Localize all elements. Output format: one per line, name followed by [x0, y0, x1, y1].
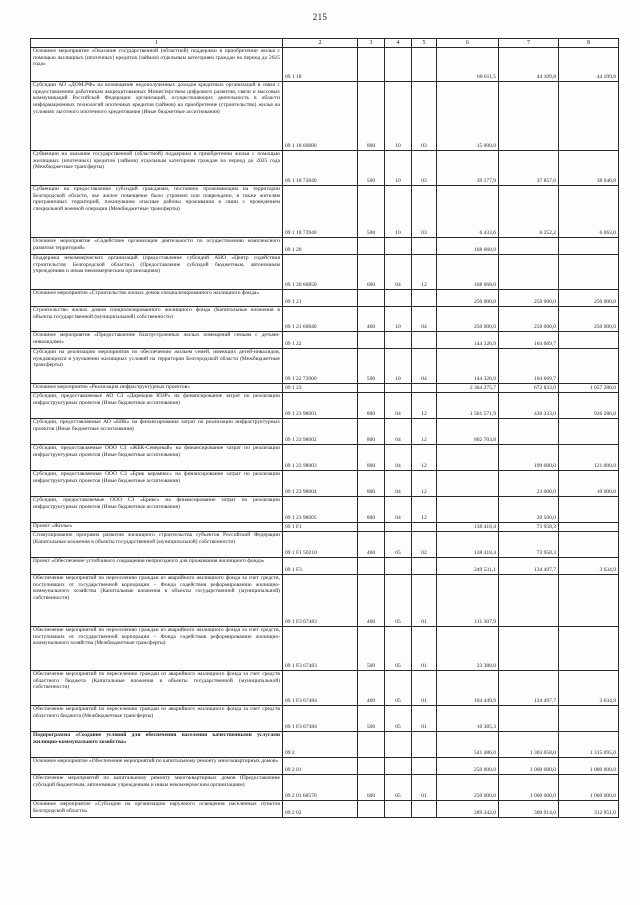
row-section: 05	[385, 706, 412, 732]
row-subsection: 12	[412, 471, 437, 497]
row-amount-year-3: 312 951,0	[559, 801, 619, 818]
row-subsection	[412, 732, 437, 758]
row-budget-code: 09 1 F3 67483	[283, 627, 358, 671]
row-section	[385, 758, 412, 775]
row-budget-code: 09 1 18	[283, 48, 358, 82]
row-budget-code: 09 2 01	[283, 758, 358, 775]
row-description: Основное мероприятие «Предоставление благоустроенных жилых помещений семьям с детьми-инвалидами»	[31, 332, 283, 349]
row-expense-type	[358, 332, 385, 349]
row-expense-type: 800	[358, 497, 385, 523]
header-col-7: 7	[499, 39, 559, 48]
row-expense-type: 800	[358, 445, 385, 471]
row-expense-type: 600	[358, 255, 385, 290]
row-section	[385, 523, 412, 532]
row-amount-year-2	[499, 82, 559, 151]
row-amount-year-3: 250 000,0	[559, 290, 619, 307]
row-amount-year-3: 250 000,0	[559, 307, 619, 332]
row-description: Субсидии, предоставляемые ООО СЗ «ЖБК-Северный» на финансирование затрат по реализации инфраструктурных проектов (Иные бюджетные ассигнования)	[31, 445, 283, 471]
row-description: Обеспечение мероприятий по капитальному ремонту многоквартирных домов (Предоставление субсидий бюджетным, автономным учреждениям и иным некоммерческим организациям)	[31, 775, 283, 801]
row-amount-year-2: 73 958,3	[499, 523, 559, 532]
row-section: 05	[385, 775, 412, 801]
row-amount-year-1: 138 418,4	[437, 532, 499, 558]
row-budget-code: 09 1 F1	[283, 523, 358, 532]
row-amount-year-3	[559, 575, 619, 627]
table-row	[31, 471, 619, 497]
row-amount-year-1: 289 342,0	[437, 801, 499, 818]
row-amount-year-1	[437, 471, 499, 497]
row-amount-year-1: 249 531,1	[437, 558, 499, 575]
row-budget-code: 09 1 18 73840	[283, 151, 358, 186]
row-expense-type: 500	[358, 186, 385, 238]
row-amount-year-2: 1 000 000,0	[499, 758, 559, 775]
row-amount-year-2: 6 252,2	[499, 186, 559, 238]
row-subsection: 12	[412, 255, 437, 290]
row-amount-year-2	[499, 627, 559, 671]
row-amount-year-2: 20 500,0	[499, 497, 559, 523]
row-subsection	[412, 384, 437, 393]
row-budget-code: 09 1 18 73940	[283, 186, 358, 238]
row-subsection	[412, 523, 437, 532]
table-row	[31, 82, 619, 151]
row-expense-type	[358, 801, 385, 818]
row-budget-code: 09 1 23	[283, 384, 358, 393]
row-subsection: 12	[412, 419, 437, 445]
row-amount-year-1: 168 068,0	[437, 255, 499, 290]
row-description: Основное мероприятие «Содействие организации деятельности по осуществлению комплексного развития территорий»	[31, 238, 283, 255]
row-description: Строительство жилых домов специализированного жилищного фонда (Капитальные вложения в объекты государственной (муниципальной) собственности)	[31, 307, 283, 332]
row-section	[385, 48, 412, 82]
row-section	[385, 238, 412, 255]
header-col-6: 6	[437, 39, 499, 48]
row-amount-year-2	[499, 706, 559, 732]
row-budget-code: 09 1 22 73900	[283, 349, 358, 384]
row-description: Субвенции на оказание государственной (областной) поддержки в приобретении жилья с помощью жилищных (ипотечных) кредитов (займов) отдельным категориям граждан на период до 2025 года (Межбюджетные трансферты)	[31, 151, 283, 186]
table-row	[31, 575, 619, 627]
row-amount-year-1: 1 561 571,9	[437, 393, 499, 419]
table-row	[31, 349, 619, 384]
table-row	[31, 445, 619, 471]
row-amount-year-3	[559, 255, 619, 290]
row-amount-year-3	[559, 627, 619, 671]
row-amount-year-3: 926 286,0	[559, 393, 619, 419]
row-budget-code: 09 1 20	[283, 238, 358, 255]
row-subsection: 02	[412, 532, 437, 558]
row-amount-year-1: 144 326,9	[437, 349, 499, 384]
table-row	[31, 558, 619, 575]
row-amount-year-2: 1 303 058,0	[499, 732, 559, 758]
row-section: 04	[385, 497, 412, 523]
row-amount-year-2	[499, 238, 559, 255]
table-row	[31, 332, 619, 349]
table-row	[31, 523, 619, 532]
row-budget-code: 09 1 23 98005	[283, 497, 358, 523]
row-amount-year-3	[559, 706, 619, 732]
header-col-4: 4	[385, 39, 412, 48]
table-row	[31, 497, 619, 523]
row-subsection: 01	[412, 575, 437, 627]
row-amount-year-3: 3 634,9	[559, 558, 619, 575]
table-row	[31, 627, 619, 671]
row-expense-type	[358, 758, 385, 775]
row-amount-year-3: 1 000 000,0	[559, 758, 619, 775]
row-amount-year-2: 23 000,0	[499, 471, 559, 497]
row-expense-type: 400	[358, 532, 385, 558]
row-amount-year-2: 672 833,0	[499, 384, 559, 393]
row-amount-year-1: 10 385,3	[437, 706, 499, 732]
row-description: Обеспечение мероприятий по переселению граждан из аварийного жилищного фонда за счет средств областного бюджета (Капитальные вложения в объекты государственной (муниципальной) собственности)	[31, 671, 283, 706]
row-subsection: 12	[412, 445, 437, 471]
row-subsection	[412, 238, 437, 255]
row-amount-year-1: 104 449,9	[437, 671, 499, 706]
row-amount-year-3: 1 315 095,0	[559, 732, 619, 758]
row-amount-year-3: 3 634,9	[559, 671, 619, 706]
row-budget-code: 09 1 F3 67484	[283, 671, 358, 706]
row-amount-year-3	[559, 349, 619, 384]
row-section	[385, 332, 412, 349]
row-expense-type	[358, 523, 385, 532]
row-amount-year-1: 23 388,0	[437, 627, 499, 671]
row-expense-type: 400	[358, 671, 385, 706]
row-expense-type: 800	[358, 471, 385, 497]
row-budget-code: 09 1 18 60880	[283, 82, 358, 151]
row-section	[385, 384, 412, 393]
row-amount-year-2: 37 857,6	[499, 151, 559, 186]
row-amount-year-1: 144 326,9	[437, 332, 499, 349]
row-expense-type: 400	[358, 307, 385, 332]
row-amount-year-1: 250 000,0	[437, 307, 499, 332]
row-amount-year-2: 164 669,7	[499, 332, 559, 349]
table-row	[31, 290, 619, 307]
row-amount-year-3	[559, 532, 619, 558]
row-section	[385, 801, 412, 818]
table-row	[31, 255, 619, 290]
row-description: Обеспечение мероприятий по переселению граждан из аварийного жилищного фонда за счет средств, поступивших от государственной корпорации – Фонда содействия реформированию жилищно-коммунального хозяйства (Капитальные вложения в объекты государственной (муниципальной) собственности)	[31, 575, 283, 627]
header-col-1: 1	[31, 39, 283, 48]
row-budget-code: 09 1 23 98001	[283, 393, 358, 419]
row-section: 05	[385, 575, 412, 627]
row-section: 10	[385, 82, 412, 151]
row-amount-year-2	[499, 575, 559, 627]
row-amount-year-3	[559, 523, 619, 532]
row-subsection: 03	[412, 82, 437, 151]
row-amount-year-2: 73 958,3	[499, 532, 559, 558]
table-row	[31, 732, 619, 758]
row-amount-year-2: 199 000,0	[499, 445, 559, 471]
table-row	[31, 393, 619, 419]
row-amount-year-3	[559, 419, 619, 445]
row-description: Субсидии, предоставляемые ООО СЗ «Брикс» на финансирование затрат по реализации инфраструктурных проектов (Иные бюджетные ассигнования)	[31, 497, 283, 523]
row-subsection	[412, 801, 437, 818]
row-amount-year-1: 111 307,9	[437, 575, 499, 627]
row-expense-type	[358, 384, 385, 393]
row-budget-code: 09 2 02	[283, 801, 358, 818]
row-amount-year-2: 430 333,0	[499, 393, 559, 419]
row-description: Поддержка некоммерческих организаций (предоставление субсидий АНО «Центр содействия строительству Белгородской области») (Предоставление субсидий бюджетным, автономным учреждениям и иным некоммерческим организациям)	[31, 255, 283, 290]
table-row	[31, 48, 619, 82]
row-amount-year-2	[499, 419, 559, 445]
row-section: 04	[385, 255, 412, 290]
row-description: Стимулирование программ развития жилищного строительства субъектов Российской Федерации (Капитальные вложения в объекты государственной (муниципальной) собственности)	[31, 532, 283, 558]
row-amount-year-2	[499, 255, 559, 290]
row-section	[385, 732, 412, 758]
row-budget-code: 09 1 F3 67483	[283, 575, 358, 627]
row-amount-year-1	[437, 445, 499, 471]
row-section: 04	[385, 393, 412, 419]
row-description: Проект «Обеспечение устойчивого сокращения непригодного для проживания жилищного фонда»	[31, 558, 283, 575]
row-subsection: 01	[412, 775, 437, 801]
row-section: 10	[385, 151, 412, 186]
row-subsection: 01	[412, 706, 437, 732]
row-subsection: 04	[412, 349, 437, 384]
row-amount-year-1: 250 000,0	[437, 758, 499, 775]
row-description: Проект «Жилье»	[31, 523, 283, 532]
row-amount-year-1: 15 000,0	[437, 82, 499, 151]
table-row	[31, 671, 619, 706]
row-budget-code: 09 2	[283, 732, 358, 758]
row-amount-year-3: 1 057 286,0	[559, 384, 619, 393]
row-expense-type: 800	[358, 393, 385, 419]
row-description: Подпрограмма «Создание условий для обеспечения населения качественными услугами жилищно-коммунального хозяйства»	[31, 732, 283, 758]
row-budget-code: 09 1 F3	[283, 558, 358, 575]
row-amount-year-2: 134 497,7	[499, 671, 559, 706]
row-amount-year-1: 60 611,5	[437, 48, 499, 82]
row-description: Основное мероприятие «Субсидии на организацию наружного освещения населенных пунктов Белгородской области»	[31, 801, 283, 818]
row-section: 10	[385, 349, 412, 384]
row-amount-year-1	[437, 497, 499, 523]
row-section	[385, 290, 412, 307]
table-row	[31, 384, 619, 393]
row-amount-year-1: 2 364 275,7	[437, 384, 499, 393]
table-row	[31, 186, 619, 238]
row-expense-type: 500	[358, 349, 385, 384]
table-row	[31, 419, 619, 445]
row-amount-year-3: 10 000,0	[559, 471, 619, 497]
table-row	[31, 801, 619, 818]
row-budget-code: 09 1 23 98002	[283, 419, 358, 445]
row-description: Субсидии на реализацию мероприятия по обеспечению жильем семей, имеющих детей-инвалидов, нуждающихся в улучшении жилищных условий на территории Белгородской области (Межбюджетные трансферты)	[31, 349, 283, 384]
row-budget-code: 09 1 F1 50210	[283, 532, 358, 558]
row-amount-year-3: 38 046,8	[559, 151, 619, 186]
row-description: Основное мероприятие «Строительство жилых домов специализированного жилищного фонда»	[31, 290, 283, 307]
row-expense-type	[358, 290, 385, 307]
row-expense-type	[358, 238, 385, 255]
row-section: 04	[385, 419, 412, 445]
row-description: Основное мероприятие «Обеспечение мероприятий по капитальному ремонту многоквартирных домов»	[31, 758, 283, 775]
row-section	[385, 558, 412, 575]
row-amount-year-2: 1 000 000,0	[499, 775, 559, 801]
row-expense-type: 500	[358, 151, 385, 186]
row-amount-year-3	[559, 82, 619, 151]
row-amount-year-1: 250 000,0	[437, 775, 499, 801]
row-amount-year-1: 6 433,6	[437, 186, 499, 238]
row-amount-year-3	[559, 332, 619, 349]
row-section: 10	[385, 307, 412, 332]
row-subsection: 12	[412, 393, 437, 419]
row-description: Основное мероприятие «Реализация инфраструктурных проектов»	[31, 384, 283, 393]
row-expense-type	[358, 732, 385, 758]
header-col-8: 8	[559, 39, 619, 48]
row-section: 05	[385, 671, 412, 706]
row-amount-year-2: 300 914,0	[499, 801, 559, 818]
table-row	[31, 775, 619, 801]
row-amount-year-2: 164 669,7	[499, 349, 559, 384]
row-amount-year-2: 134 497,7	[499, 558, 559, 575]
row-budget-code: 09 1 23 98003	[283, 445, 358, 471]
row-amount-year-2: 44 109,8	[499, 48, 559, 82]
row-amount-year-2: 250 000,0	[499, 307, 559, 332]
table-row	[31, 532, 619, 558]
row-budget-code: 09 1 23 98004	[283, 471, 358, 497]
row-budget-code: 09 1 22	[283, 332, 358, 349]
row-amount-year-1: 802 703,8	[437, 419, 499, 445]
row-amount-year-1: 168 068,0	[437, 238, 499, 255]
row-amount-year-1: 39 177,9	[437, 151, 499, 186]
table-row	[31, 238, 619, 255]
row-subsection	[412, 558, 437, 575]
table-row	[31, 307, 619, 332]
row-expense-type: 600	[358, 775, 385, 801]
row-budget-code: 09 1 21	[283, 290, 358, 307]
row-subsection: 12	[412, 497, 437, 523]
row-budget-code: 09 1 21 60840	[283, 307, 358, 332]
row-expense-type: 500	[358, 706, 385, 732]
row-amount-year-3: 1 000 000,0	[559, 775, 619, 801]
header-col-5: 5	[412, 39, 437, 48]
header-col-2: 2	[283, 39, 358, 48]
row-expense-type: 800	[358, 419, 385, 445]
row-section: 10	[385, 186, 412, 238]
row-subsection	[412, 758, 437, 775]
row-amount-year-1: 250 000,0	[437, 290, 499, 307]
row-description: Основное мероприятие «Оказание государственной (областной) поддержки в приобретении жилья с помощью жилищных (ипотечных) кредитов (займов) отдельным категориям граждан на период до 2025 года»	[31, 48, 283, 82]
row-budget-code: 09 1 F3 67484	[283, 706, 358, 732]
row-budget-code: 09 2 01 60570	[283, 775, 358, 801]
row-amount-year-3: 6 063,0	[559, 186, 619, 238]
row-description: Субсидии, предоставляемые ООО СЗ «Брик керамикс» на финансирование затрат по реализации инфраструктурных проектов (Иные бюджетные ассигнования)	[31, 471, 283, 497]
row-expense-type: 500	[358, 627, 385, 671]
row-description: Обеспечение мероприятий по переселению граждан из аварийного жилищного фонда за счет средств, поступивших от государственной корпорации – Фонда содействия реформированию жилищно-коммунального хозяйства (Межбюджетные трансферты)	[31, 627, 283, 671]
row-description: Обеспечение мероприятий по переселению граждан из аварийного жилищного фонда за счет средств областного бюджета (Межбюджетные трансферты)	[31, 706, 283, 732]
row-subsection: 03	[412, 151, 437, 186]
table-row	[31, 151, 619, 186]
row-section: 05	[385, 532, 412, 558]
table-row	[31, 758, 619, 775]
row-budget-code: 09 1 20 60850	[283, 255, 358, 290]
row-amount-year-3	[559, 238, 619, 255]
row-amount-year-1: 541 486,0	[437, 732, 499, 758]
page-number: 215	[312, 12, 328, 22]
row-subsection: 03	[412, 186, 437, 238]
table-row	[31, 706, 619, 732]
row-expense-type: 800	[358, 82, 385, 151]
header-row	[31, 39, 619, 48]
header-col-3: 3	[358, 39, 385, 48]
row-expense-type	[358, 558, 385, 575]
budget-table	[30, 38, 619, 818]
row-expense-type: 400	[358, 575, 385, 627]
row-section: 05	[385, 627, 412, 671]
row-amount-year-3	[559, 497, 619, 523]
row-subsection	[412, 48, 437, 82]
row-description: Субвенции на предоставление субсидий гражданам, постоянно проживающим на территории Белгородской области, чье жилое помещение было утрачено или повреждено, в также жителям приграничных территорий, покинувшим опасные районы проживания в связи с проведением специальной военной операции (Межбюджетные трансферты)	[31, 186, 283, 238]
row-expense-type	[358, 48, 385, 82]
row-section: 04	[385, 445, 412, 471]
row-subsection: 01	[412, 671, 437, 706]
row-description: Субсидии, предоставляемые АО СЗ «Дирекция ЮЗР» на финансирование затрат по реализации инфраструктурных проектов (Иные бюджетные ассигнования)	[31, 393, 283, 419]
row-amount-year-1: 138 418,4	[437, 523, 499, 532]
row-subsection: 04	[412, 307, 437, 332]
row-amount-year-2: 250 000,0	[499, 290, 559, 307]
row-subsection	[412, 290, 437, 307]
row-subsection	[412, 332, 437, 349]
row-amount-year-3: 44 109,8	[559, 48, 619, 82]
row-section: 04	[385, 471, 412, 497]
row-amount-year-3: 121 000,0	[559, 445, 619, 471]
row-subsection: 01	[412, 627, 437, 671]
row-description: Субсидии, предоставляемые АО «БИК» на финансирование затрат по реализации инфраструктурных проектов (Иные бюджетные ассигнования)	[31, 419, 283, 445]
row-description: Субсидии АО «ДОМ.РФ» на возмещение недополученных доходов кредитных организаций в связи с предоставлением работникам аккредитованных Министерством цифрового развития, связи и массовых коммуникаций Российской Федерации организаций, осуществляющих деятельность в области информационных технологий ипотечных кредитов (займов) на приобретение (строительство) жилья на условиях льготного ипотечного кредитования (Иные бюджетные ассигнования)	[31, 82, 283, 151]
